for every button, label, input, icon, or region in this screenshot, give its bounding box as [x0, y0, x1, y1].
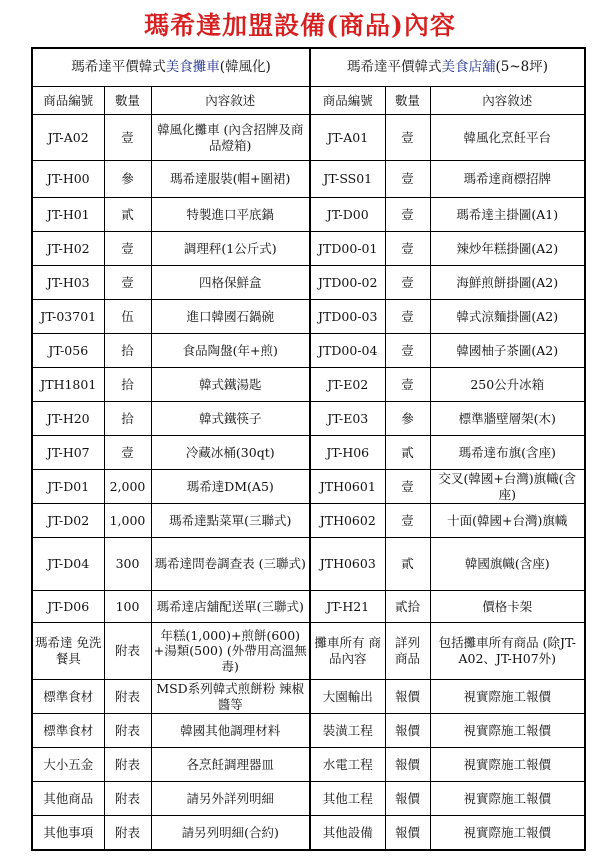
right-description: 瑪希達商標招牌: [430, 161, 585, 198]
left-item-code: 瑪希達 免洗餐具: [32, 623, 104, 680]
left-item-code: JT-D04: [32, 538, 104, 591]
left-description: 瑪希達點菜單(三聯式): [151, 504, 310, 538]
right-quantity: 貳: [385, 538, 430, 591]
left-item-code: JT-D02: [32, 504, 104, 538]
right-description: 瑪希達主掛圖(A1): [430, 198, 585, 232]
left-description: 年糕(1,000)+煎餅(600) +湯類(500) (外帶用高溫無毒): [151, 623, 310, 680]
right-item-code: JT-D00: [310, 198, 385, 232]
table-row: [32, 232, 585, 266]
right-item-code: JT-E02: [310, 368, 385, 402]
right-description: 交叉(韓國+台灣)旗幟(含座): [430, 470, 585, 504]
right-item-code: JTH0601: [310, 470, 385, 504]
right-item-code: JTD00-03: [310, 300, 385, 334]
right-quantity: 參: [385, 402, 430, 436]
right-quantity: 壹: [385, 470, 430, 504]
left-description: 瑪希達店舖配送單(三聯式): [151, 591, 310, 623]
left-description: 韓式鐵湯匙: [151, 368, 310, 402]
table-row: [32, 402, 585, 436]
right-quantity: 壹: [385, 161, 430, 198]
right-description: 視實際施工報價: [430, 816, 585, 851]
left-description: 各烹飪調理器皿: [151, 748, 310, 782]
right-description: 視實際施工報價: [430, 782, 585, 816]
right-quantity: 壹: [385, 334, 430, 368]
left-description: 瑪希達問卷調查表 (三聯式): [151, 538, 310, 591]
left-description: 冷藏冰桶(30qt): [151, 436, 310, 470]
left-quantity: 壹: [104, 436, 151, 470]
right-description: 視實際施工報價: [430, 748, 585, 782]
table-row: [32, 334, 585, 368]
header-quantity: 數量: [385, 87, 430, 115]
right-item-code: JTH0602: [310, 504, 385, 538]
table-row: [32, 782, 585, 816]
left-description: 進口韓國石鍋碗: [151, 300, 310, 334]
left-quantity: 壹: [104, 115, 151, 161]
table-row: [32, 368, 585, 402]
right-quantity: 報價: [385, 816, 430, 851]
left-quantity: 貳: [104, 198, 151, 232]
table-row: [32, 623, 585, 680]
left-quantity: 壹: [104, 266, 151, 300]
left-item-code: JT-H07: [32, 436, 104, 470]
right-quantity: 壹: [385, 266, 430, 300]
equipment-table: [31, 47, 586, 851]
right-item-code: JT-H06: [310, 436, 385, 470]
column-header-row: [32, 87, 585, 115]
left-quantity: 2,000: [104, 470, 151, 504]
right-description: 標準牆壁層架(木): [430, 402, 585, 436]
page-title: 瑪希達加盟設備(商品)內容: [144, 11, 456, 40]
right-description: 海鮮煎餅掛圖(A2): [430, 266, 585, 300]
left-item-code: JT-H20: [32, 402, 104, 436]
left-description: 韓式鐵筷子: [151, 402, 310, 436]
left-quantity: 拾: [104, 402, 151, 436]
left-quantity: 參: [104, 161, 151, 198]
left-quantity: 300: [104, 538, 151, 591]
left-item-code: 其他事項: [32, 816, 104, 851]
right-item-code: 其他工程: [310, 782, 385, 816]
left-description: 韓國其他調理材料: [151, 714, 310, 748]
right-item-code: JT-SS01: [310, 161, 385, 198]
left-item-code: 其他商品: [32, 782, 104, 816]
section-header-row: [32, 48, 585, 87]
table-row: [32, 748, 585, 782]
table-row: [32, 161, 585, 198]
right-description: 包括攤車所有商品 (除JT-A02、JT-H07外): [430, 623, 585, 680]
right-quantity: 壹: [385, 368, 430, 402]
right-description: 辣炒年糕掛圖(A2): [430, 232, 585, 266]
left-quantity: 拾: [104, 334, 151, 368]
right-item-code: JT-E03: [310, 402, 385, 436]
right-quantity: 壹: [385, 504, 430, 538]
right-quantity: 貳拾: [385, 591, 430, 623]
right-item-code: JTD00-02: [310, 266, 385, 300]
left-item-code: JT-H00: [32, 161, 104, 198]
table-row: [32, 470, 585, 504]
left-item-code: 大小五金: [32, 748, 104, 782]
left-item-code: JT-A02: [32, 115, 104, 161]
right-quantity: 壹: [385, 198, 430, 232]
right-quantity: 詳列 商品: [385, 623, 430, 680]
right-item-code: 裝潢工程: [310, 714, 385, 748]
right-quantity: 報價: [385, 680, 430, 714]
right-item-code: 其他設備: [310, 816, 385, 851]
right-quantity: 報價: [385, 748, 430, 782]
left-item-code: JT-056: [32, 334, 104, 368]
left-description: 瑪希達DM(A5): [151, 470, 310, 504]
right-item-code: JTD00-04: [310, 334, 385, 368]
table-row: [32, 591, 585, 623]
header-quantity: 數量: [104, 87, 151, 115]
right-item-code: JT-H21: [310, 591, 385, 623]
left-description: 瑪希達服裝(帽+圍裙): [151, 161, 310, 198]
table-row: [32, 115, 585, 161]
left-quantity: 拾: [104, 368, 151, 402]
right-description: 價格卡架: [430, 591, 585, 623]
left-item-code: JT-H01: [32, 198, 104, 232]
table-row: [32, 538, 585, 591]
table-row: [32, 714, 585, 748]
right-item-code: JT-A01: [310, 115, 385, 161]
right-quantity: 壹: [385, 300, 430, 334]
right-description: 視實際施工報價: [430, 680, 585, 714]
right-description: 視實際施工報價: [430, 714, 585, 748]
left-quantity: 附表: [104, 623, 151, 680]
right-item-code: 水電工程: [310, 748, 385, 782]
left-description: 調理秤(1公斤式): [151, 232, 310, 266]
right-description: 十面(韓國+台灣)旗幟: [430, 504, 585, 538]
left-description: 食品陶盤(年+煎): [151, 334, 310, 368]
left-description: 韓風化攤車 (內含招牌及商品燈箱): [151, 115, 310, 161]
table-row: [32, 504, 585, 538]
left-description: 特製進口平底鍋: [151, 198, 310, 232]
header-item-code: 商品編號: [310, 87, 385, 115]
header-item-code: 商品編號: [32, 87, 104, 115]
table-row: [32, 300, 585, 334]
left-item-code: JT-03701: [32, 300, 104, 334]
left-quantity: 伍: [104, 300, 151, 334]
right-description: 韓國旗幟(含座): [430, 538, 585, 591]
left-quantity: 附表: [104, 680, 151, 714]
table-row: [32, 680, 585, 714]
left-quantity: 附表: [104, 816, 151, 851]
left-quantity: 附表: [104, 782, 151, 816]
table-row: [32, 436, 585, 470]
right-quantity: 報價: [385, 714, 430, 748]
table-row: [32, 816, 585, 851]
left-quantity: 100: [104, 591, 151, 623]
table-row: [32, 198, 585, 232]
left-quantity: 壹: [104, 232, 151, 266]
right-quantity: 報價: [385, 782, 430, 816]
left-item-code: JT-H03: [32, 266, 104, 300]
left-description: 請另外詳列明細: [151, 782, 310, 816]
right-item-code: 大園輸出: [310, 680, 385, 714]
right-section-title: 瑪希達平價韓式美食店舖(5~8坪): [310, 48, 585, 87]
left-item-code: JTH1801: [32, 368, 104, 402]
left-section-title: 瑪希達平價韓式美食攤車(韓風化): [32, 48, 310, 87]
left-item-code: JT-H02: [32, 232, 104, 266]
right-quantity: 壹: [385, 115, 430, 161]
left-quantity: 附表: [104, 748, 151, 782]
right-quantity: 貳: [385, 436, 430, 470]
header-description: 內容敘述: [151, 87, 310, 115]
right-description: 韓國柚子茶圖(A2): [430, 334, 585, 368]
right-item-code: JTD00-01: [310, 232, 385, 266]
table-row: [32, 266, 585, 300]
right-description: 韓風化烹飪平台: [430, 115, 585, 161]
right-description: 韓式涼麵掛圖(A2): [430, 300, 585, 334]
left-description: 四格保鮮盒: [151, 266, 310, 300]
left-item-code: JT-D01: [32, 470, 104, 504]
left-description: MSD系列韓式煎餅粉 辣椒醬等: [151, 680, 310, 714]
right-item-code: JTH0603: [310, 538, 385, 591]
right-item-code: 攤車所有 商品內容: [310, 623, 385, 680]
right-description: 250公升冰箱: [430, 368, 585, 402]
right-description: 瑪希達布旗(含座): [430, 436, 585, 470]
header-description: 內容敘述: [430, 87, 585, 115]
left-quantity: 附表: [104, 714, 151, 748]
left-quantity: 1,000: [104, 504, 151, 538]
left-item-code: 標準食材: [32, 680, 104, 714]
left-description: 請另列明細(合約): [151, 816, 310, 851]
right-quantity: 壹: [385, 232, 430, 266]
left-item-code: 標準食材: [32, 714, 104, 748]
left-item-code: JT-D06: [32, 591, 104, 623]
